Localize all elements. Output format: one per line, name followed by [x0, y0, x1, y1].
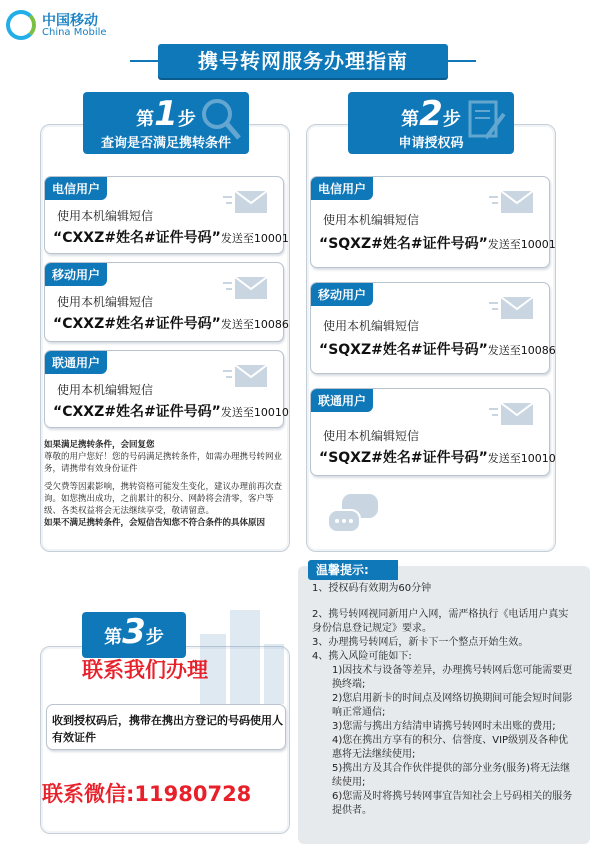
sms-target: 发送至10010	[220, 406, 289, 419]
magnifier-icon	[199, 96, 241, 142]
notes-reply-text: 尊敬的用户您好！您的号码满足携转条件，如需办理携号转网业务，请携带有效身份证件	[44, 452, 283, 474]
card-instruction: 使用本机编辑短信	[323, 213, 420, 227]
china-mobile-logo	[6, 8, 126, 42]
tip-item: 3、办理携号转网后，新卡下一个整点开始生效。	[312, 637, 529, 648]
step3-number: 3	[122, 612, 146, 652]
card-tag: 联通用户	[311, 389, 373, 412]
wechat-contact: 联系微信:11980728	[42, 782, 252, 806]
sms-code: “SQXZ#姓名#证件号码”	[319, 450, 488, 466]
card-instruction: 使用本机编辑短信	[57, 383, 154, 397]
card-sms-code	[319, 447, 556, 467]
sms-code: “CXXZ#姓名#证件号码”	[53, 404, 221, 420]
tip-sub-item: 2)您启用新卡的时间点及网络切换期间可能会短时间影响正常通信;	[332, 693, 573, 718]
envelope-icon	[489, 187, 535, 217]
tip-item: 1、授权码有效期为60分钟	[312, 583, 432, 594]
china-mobile-logo-icon	[6, 10, 36, 40]
step1-badge	[83, 92, 249, 154]
sms-target: 发送至10086	[487, 344, 556, 357]
document-edit-icon	[466, 98, 506, 142]
step2-card-mobile	[310, 282, 556, 374]
sms-code: “CXXZ#姓名#证件号码”	[53, 230, 221, 246]
step1-card-telecom	[44, 176, 289, 254]
card-sms-code	[53, 401, 289, 421]
sms-code: “SQXZ#姓名#证件号码”	[319, 342, 488, 358]
brand-name-en: China Mobile	[42, 27, 107, 38]
card-tag: 移动用户	[311, 283, 373, 306]
step3-suffix: 步	[145, 627, 164, 648]
step2-word: 第	[401, 109, 420, 130]
step2-card-telecom	[310, 176, 556, 268]
tip-sub-item: 4)您在携出方享有的积分、信誉度、VIP级别及各种优惠将无法继续使用;	[332, 735, 569, 760]
envelope-icon	[223, 361, 269, 391]
buildings-icon	[196, 604, 286, 704]
step1-word: 第	[136, 109, 155, 130]
step3-word: 第	[104, 627, 123, 648]
card-tag: 电信用户	[45, 177, 107, 200]
tip-sub-item: 6)您需及时将携号转网事宜告知社会上号码相关的服务提供者。	[332, 791, 573, 816]
step1-card-unicom	[44, 350, 289, 428]
title-divider-right	[446, 60, 476, 62]
card-tag: 联通用户	[45, 351, 107, 374]
card-tag: 移动用户	[45, 263, 107, 286]
card-sms-code	[319, 339, 556, 359]
card-instruction: 使用本机编辑短信	[57, 295, 154, 309]
sms-code: “SQXZ#姓名#证件号码”	[319, 236, 488, 252]
page-title: 携号转网服务办理指南	[158, 44, 448, 78]
card-instruction: 使用本机编辑短信	[323, 429, 420, 443]
envelope-icon	[489, 399, 535, 429]
step1-number: 1	[154, 94, 178, 134]
step3-badge	[82, 612, 186, 658]
tip-sub-item: 5)携出方及其合作伙伴提供的部分业务(服务)将无法继续使用;	[332, 763, 571, 788]
tip-item: 4、携入风险可能如下:	[312, 651, 412, 662]
tip-sub-item: 3)您需与携出方结清申请携号转网时未出账的费用;	[332, 721, 556, 732]
card-sms-code	[53, 227, 289, 247]
step2-number: 2	[419, 94, 443, 134]
sms-target: 发送至10010	[487, 452, 556, 465]
card-sms-code	[319, 233, 556, 253]
contact-us-text: 联系我们办理	[82, 658, 208, 682]
notes-warning-text: 受欠费等因素影响，携转资格可能发生变化，建议办理前再次查询。如您携出成功，之前累计的积分、网龄将会清零，客户等级、各类权益将会无法继续享受，敬请留意。	[44, 482, 283, 516]
sms-target: 发送至10086	[220, 318, 289, 331]
chat-bubbles-icon	[326, 492, 382, 538]
tip-sub-item: 1)因技术与设备等差异，办理携号转网后您可能需要更换终端;	[332, 665, 573, 690]
title-divider-left	[130, 60, 160, 62]
envelope-icon	[223, 187, 269, 217]
step2-badge	[348, 92, 514, 154]
envelope-icon	[489, 293, 535, 323]
step2-subtitle: 申请授权码	[398, 136, 464, 151]
step1-subtitle: 查询是否满足携转条件	[100, 136, 231, 151]
tips-heading: 温馨提示:	[308, 560, 398, 580]
step3-instruction: 收到授权码后，携带在携出方登记的号码使用人有效证件	[52, 714, 283, 744]
notes-failure-text: 如果不满足携转条件，会短信告知您不符合条件的具体原因	[44, 518, 266, 528]
step1-suffix: 步	[177, 109, 196, 130]
notes-heading: 如果满足携转条件，会回复您	[44, 440, 155, 450]
step1-notes	[44, 439, 289, 529]
card-instruction: 使用本机编辑短信	[57, 209, 154, 223]
step1-card-mobile	[44, 262, 289, 342]
sms-target: 发送至10001	[487, 238, 556, 251]
card-instruction: 使用本机编辑短信	[323, 319, 420, 333]
tip-item: 2、携号转网视同新用户入网，需严格执行《电话用户真实身份信息登记规定》要求。	[312, 609, 569, 634]
card-tag: 电信用户	[311, 177, 373, 200]
card-sms-code	[53, 313, 289, 333]
sms-target: 发送至10001	[220, 232, 289, 245]
step2-suffix: 步	[442, 109, 461, 130]
envelope-icon	[223, 273, 269, 303]
sms-code: “CXXZ#姓名#证件号码”	[53, 316, 221, 332]
brand-name-cn: 中国移动	[42, 13, 98, 29]
tips-list	[312, 582, 578, 818]
step2-card-unicom	[310, 388, 556, 476]
